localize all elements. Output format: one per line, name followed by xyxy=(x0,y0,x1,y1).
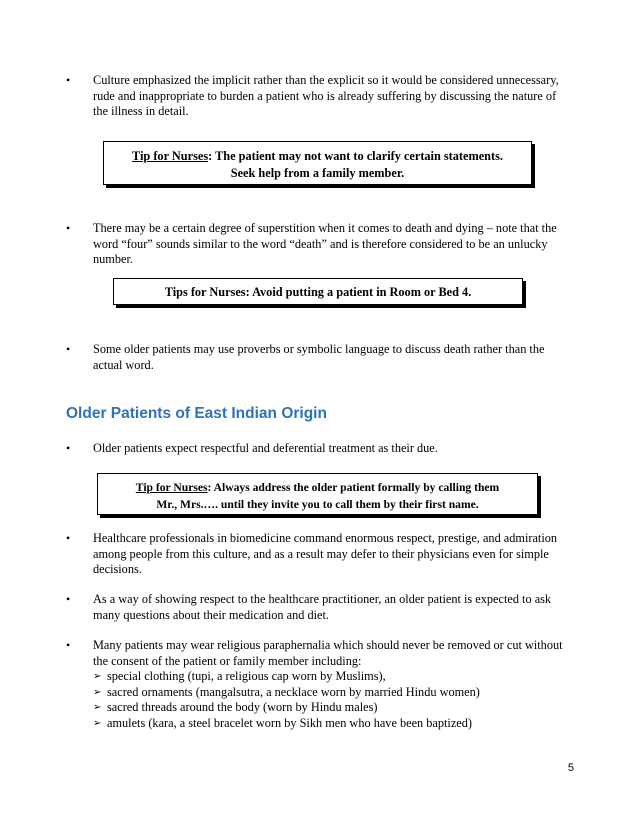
tip-line: Mr., Mrs.…. until they invite you to call them by their first name. xyxy=(156,498,479,511)
bullet-dot: • xyxy=(66,73,71,87)
tip-line: Always address the older patient formally by calling them xyxy=(213,481,500,494)
bullet-dot: • xyxy=(66,592,71,606)
tip-box-room-four xyxy=(113,278,523,305)
sub-list-item: ➢ sacred threads around the body (worn by Hindu males) xyxy=(93,700,378,714)
arrow-icon: ➢ xyxy=(93,702,102,713)
bullet-text: As a way of showing respect to the healthcare practitioner, an older patient is expected to ask many questions about their medication and diet. xyxy=(93,592,552,622)
bullet-text: There may be a certain degree of superstition when it comes to death and dying – note that the word “four” sounds similar to the word “death” and is therefore considered to be an unlucky number. xyxy=(93,221,557,266)
bullet-dot: • xyxy=(66,638,71,652)
bullet-dot: • xyxy=(66,531,71,545)
bullet-dot: • xyxy=(66,342,71,356)
tip-box-address: Tip for Nurses: Always address the older patient formally by calling them Mr., Mrs.…. until they invite you to call them by their first name. xyxy=(97,473,538,515)
tip-line: The patient may not want to clarify certain statements. xyxy=(215,149,503,163)
page-number: 5 xyxy=(567,762,574,774)
bullet-text: Older patients expect respectful and deferential treatment as their due. xyxy=(93,441,438,455)
bullet-text: Some older patients may use proverbs or symbolic language to discuss death rather than the actual word. xyxy=(93,342,545,372)
tip-line: Tips for Nurses: Avoid putting a patient in Room or Bed 4. xyxy=(164,285,472,299)
tip-line: Seek help from a family member. xyxy=(230,166,405,180)
sub-list-item: ➢ special clothing (tupi, a religious cap worn by Muslims), xyxy=(93,669,386,683)
bullet-dot: • xyxy=(66,221,71,235)
sub-list-item: ➢ sacred ornaments (mangalsutra, a necklace worn by married Hindu women) xyxy=(93,684,480,699)
arrow-icon: ➢ xyxy=(93,671,102,682)
bullet-text: Culture emphasized the implicit rather than the explicit so it would be considered unnecessary, rude and inappropriate to burden a patient who is already suffering by discussing the nature of the illness in detail. xyxy=(93,73,559,118)
bullet-text: Many patients may wear religious paraphernalia which should never be removed or cut without the consent of the patient or family member including: xyxy=(93,638,563,668)
tip-label: Tip for Nurses xyxy=(132,149,209,163)
bullet-text: Healthcare professionals in biomedicine command enormous respect, prestige, and admiration among people from this culture, and as a result may defer to their physicians even for simple decisions. xyxy=(93,531,558,576)
bullet-dot: • xyxy=(66,441,71,455)
arrow-icon: ➢ xyxy=(93,686,102,698)
tip-box-clarify: Tip for Nurses: The patient may not want to clarify certain statements. Seek help from a family member. xyxy=(103,141,532,185)
sub-list-item: ➢ amulets (kara, a steel bracelet worn by Sikh men who have been baptized) xyxy=(93,715,473,730)
section-heading: Older Patients of East Indian Origin xyxy=(66,405,327,422)
sub-list xyxy=(93,669,568,731)
arrow-icon: ➢ xyxy=(93,717,102,729)
tip-label: Tip for Nurses xyxy=(135,481,208,494)
